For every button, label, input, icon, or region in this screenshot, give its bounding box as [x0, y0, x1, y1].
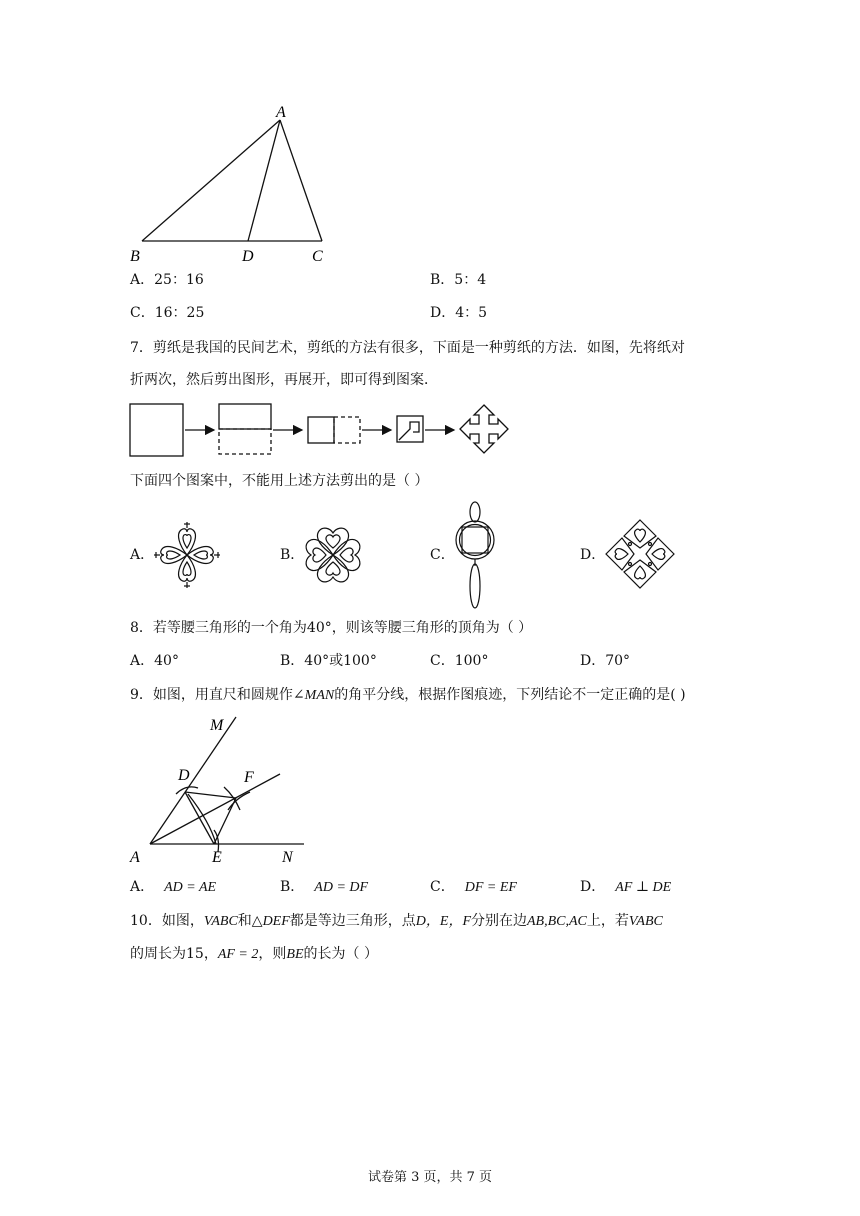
label-c: C [312, 248, 323, 265]
triangle-abc-figure [120, 100, 340, 270]
q7-stem-line2: 折两次，然后剪出图形，再展开，即可得到图案． [130, 372, 438, 388]
q6-option-b[interactable]: B．5：4 [430, 272, 487, 288]
q6-option-a[interactable]: A．25：16 [130, 272, 204, 288]
q7-option-a[interactable]: A． [130, 547, 155, 563]
q8-option-d[interactable]: D．70° [580, 653, 631, 669]
q7-option-c[interactable]: C． [430, 547, 455, 563]
label-d: D [178, 767, 190, 784]
q7-option-b-pattern [302, 524, 364, 586]
q8-option-b[interactable]: B．40°或100° [280, 653, 377, 669]
q7-option-a-pattern [152, 520, 222, 590]
paper-folding-process-figure [128, 400, 518, 460]
q7-stem-line1: 7．剪纸是我国的民间艺术，剪纸的方法有很多，下面是一种剪纸的方法．如图，先将纸对 [130, 340, 685, 356]
label-f: F [244, 769, 254, 786]
q8-stem: 8．若等腰三角形的一个角为40°，则该等腰三角形的顶角为（ ） [130, 620, 533, 636]
angle-bisector-figure [128, 712, 318, 867]
q7-option-b[interactable]: B． [280, 547, 305, 563]
q7-question: 下面四个图案中，不能用上述方法剪出的是（ ） [130, 473, 429, 489]
q9-option-d[interactable]: D． AF ⊥ DE [580, 879, 672, 895]
q6-option-d[interactable]: D．4：5 [430, 305, 488, 321]
label-n: N [282, 849, 293, 866]
q9-option-c[interactable]: C． DF = EF [430, 879, 517, 895]
q9-option-b[interactable]: B． AD = DF [280, 879, 369, 895]
q7-option-d[interactable]: D． [580, 547, 606, 563]
label-m: M [210, 717, 224, 734]
label-d: D [242, 248, 254, 265]
q9-option-a[interactable]: A． AD = AE [130, 879, 217, 895]
q7-option-d-pattern [604, 518, 676, 590]
q7-option-c-pattern [450, 500, 500, 612]
label-a: A [130, 849, 140, 866]
page-footer: 试卷第 3 页，共 7 页 [367, 1170, 493, 1185]
q10-stem-line2: 的周长为15，AF = 2，则BE的长为（ ） [130, 946, 378, 962]
q6-option-c[interactable]: C．16：25 [130, 305, 205, 321]
q8-option-c[interactable]: C．100° [430, 653, 489, 669]
q8-option-a[interactable]: A．40° [130, 653, 179, 669]
q9-stem: 9．如图，用直尺和圆规作∠MAN的角平分线，根据作图痕迹，下列结论不一定正确的是( ) [130, 687, 686, 703]
label-e: E [212, 849, 222, 866]
q10-stem-line1: 10．如图，VABC和△DEF都是等边三角形，点D，E，F分别在边AB,BC,AC上，若VABC [130, 913, 663, 929]
label-a: A [276, 104, 286, 121]
label-b: B [130, 248, 140, 265]
